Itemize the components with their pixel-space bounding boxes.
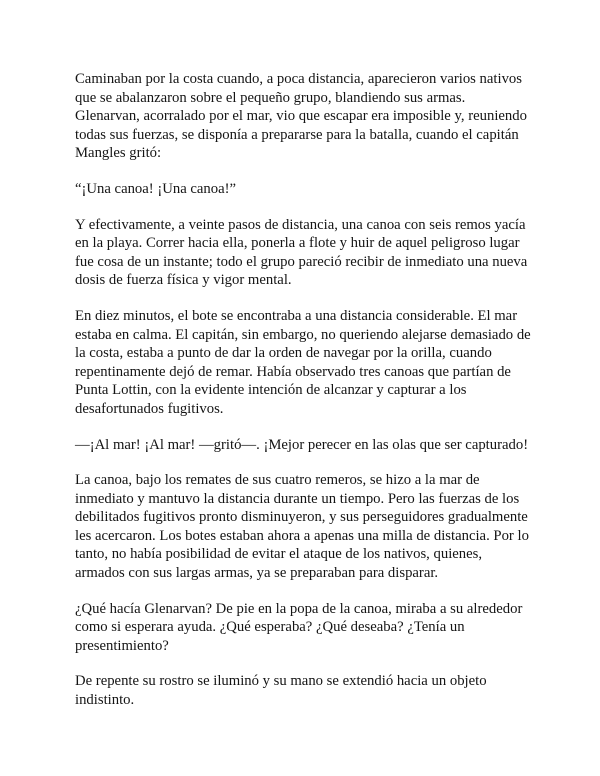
paragraph-6: La canoa, bajo los remates de sus cuatro remeros, se hizo a la mar de inmediato y mantuvo la distancia durante un tiempo. Pero las fuerzas de los debilitados fugitivos pronto disminuyeron, y sus perseguidores gradualmente les acercaron. Los botes estaban ahora a apenas una milla de distancia. Por lo tanto, no había posibilidad de evitar el ataque de los nativos, quienes, armados con sus largas armas, ya se preparaban para disparar. [75, 472, 529, 582]
paragraph-1: Caminaban por la costa cuando, a poca distancia, aparecieron varios nativos que se abalanzaron sobre el pequeño grupo, blandiendo sus armas. Glenarvan, acorralado por el mar, vio que escapar era imposible y, reuniendo todas sus fuerzas, se disponía a prepararse para la batalla, cuando el capitán Mangles gritó: [75, 71, 527, 162]
paragraph-7: ¿Qué hacía Glenarvan? De pie en la popa de la canoa, miraba a su alrededor como si esperara ayuda. ¿Qué esperaba? ¿Qué deseaba? ¿Tenía un presentimiento? [75, 600, 523, 654]
paragraph-8: De repente su rostro se iluminó y su mano se extendió hacia un objeto indistinto. [75, 673, 487, 709]
paragraph-5: —¡Al mar! ¡Al mar! —gritó—. ¡Mejor perecer en las olas que ser capturado! [75, 436, 529, 453]
paragraph-2: “¡Una canoa! ¡Una canoa!” [75, 180, 237, 197]
document-body [75, 70, 533, 727]
paragraph-4: En diez minutos, el bote se encontraba a una distancia considerable. El mar estaba en calma. El capitán, sin embargo, no queriendo alejarse demasiado de la costa, estaba a punto de dar la orden de navegar por la orilla, cuando repentinamente dejó de remar. Había observado tres canoas que partían de Punta Lottin, con la evidente intención de alcanzar y capturar a los desafortunados fugitivos. [75, 307, 531, 417]
paragraph-3: Y efectivamente, a veinte pasos de distancia, una canoa con seis remos yacía en la playa. Correr hacia ella, ponerla a flote y huir de aquel peligroso lugar fue cosa de un instante; todo el grupo pareció recibir de inmediato una nueva dosis de fuerza física y vigor mental. [75, 216, 528, 289]
